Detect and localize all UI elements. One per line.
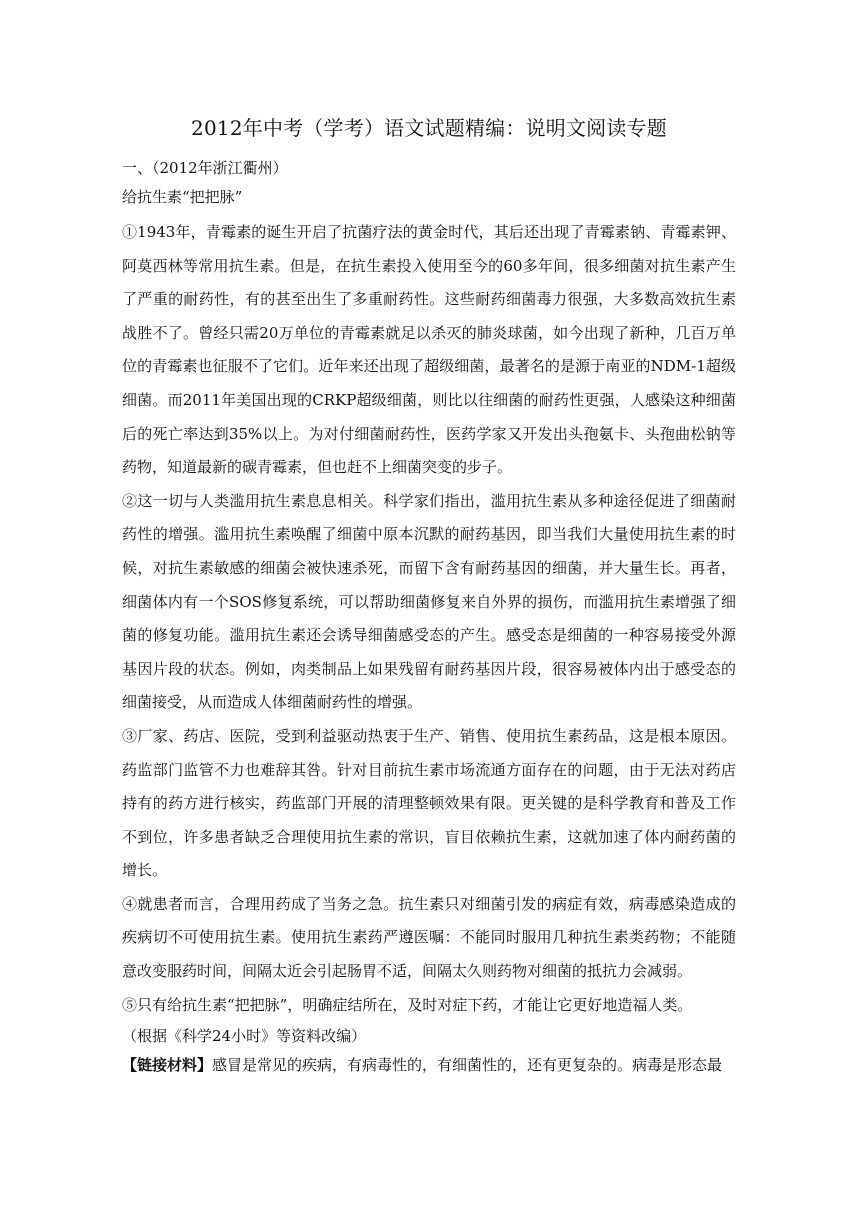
document-title: 2012年中考（学考）语文试题精编：说明文阅读专题 (191, 116, 667, 140)
link-material (122, 1051, 736, 1080)
paragraph-1: ①1943年，青霉素的诞生开启了抗菌疗法的黄金时代，其后还出现了青霉素钠、青霉素钾、阿莫西林等常用抗生素。但是，在抗生素投入使用至今的60多年间，很多细菌对抗生素产生了严重的耐药性，有的甚至出生了多重耐药性。这些耐药细菌毒力很强，大多数高效抗生素战胜不了。曾经只需20万单位的青霉素就足以杀灭的肺炎球菌，如今出现了新种，几百万单位的青霉素也征服不了它们。近年来还出现了超级细菌，最著名的是源于南亚的NDM-1超级细菌。而2011年美国出现的CRKP超级细菌，则比以往细菌的耐药性更强，人感染这种细菌后的死亡率达到35%以上。为对付细菌耐药性，医药学家又开发出头孢氨卡、头孢曲松钠等药物，知道最新的碳青霉素，但也赶不上细菌突变的步子。 (122, 223, 736, 477)
section-heading: 一、（2012年浙江衢州） (122, 159, 288, 177)
paragraph-2: ②这一切与人类滥用抗生素息息相关。科学家们指出，滥用抗生素从多种途径促进了细菌耐药性的增强。滥用抗生素唤醒了细菌中原本沉默的耐药基因，即当我们大量使用抗生素的时候，对抗生素敏感的细菌会被快速杀死，而留下含有耐药基因的细菌，并大量生长。再者，细菌体内有一个SOS修复系统，可以帮助细菌修复来自外界的损伤，而滥用抗生素增强了细菌的修复功能。滥用抗生素还会诱导细菌感受态的产生。感受态是细菌的一种容易接受外源基因片段的状态。例如，肉类制品上如果残留有耐药基因片段，很容易被体内出于感受态的细菌接受，从而造成人体细菌耐药性的增强。 (122, 491, 736, 712)
paragraph-5: ⑤只有给抗生素“把把脉”，明确症结所在，及时对症下药，才能让它更好地造福人类。 (122, 995, 693, 1014)
link-material-text: 感冒是常见的疾病，有病毒性的，有细菌性的，还有更复杂的。病毒是形态最 (212, 1056, 723, 1075)
document-content (122, 112, 736, 1080)
article-title: 给抗生素“把把脉” (122, 188, 243, 206)
source-note: （根据《科学24小时》等资料改编） (122, 1027, 367, 1046)
paragraph-3: ③厂家、药店、医院，受到利益驱动热衷于生产、销售、使用抗生素药品，这是根本原因。药监部门监管不力也难辞其咎。针对目前抗生素市场流通方面存在的问题，由于无法对药店持有的药方进行核实，药监部门开展的清理整顿效果有限。更关键的是科学教育和普及工作不到位，许多患者缺乏合理使用抗生素的常识，盲目依赖抗生素，这就加速了体内耐药菌的增长。 (122, 726, 736, 880)
paragraph-4: ④就患者而言，合理用药成了当务之急。抗生素只对细菌引发的病症有效，病毒感染造成的疾病切不可使用抗生素。使用抗生素药严遵医嘱：不能同时服用几种抗生素类药物；不能随意改变服药时间，间隔太近会引起肠胃不适，间隔太久则药物对细菌的抵抗力会减弱。 (122, 894, 736, 981)
link-material-label: 【链接材料】 (122, 1056, 213, 1075)
